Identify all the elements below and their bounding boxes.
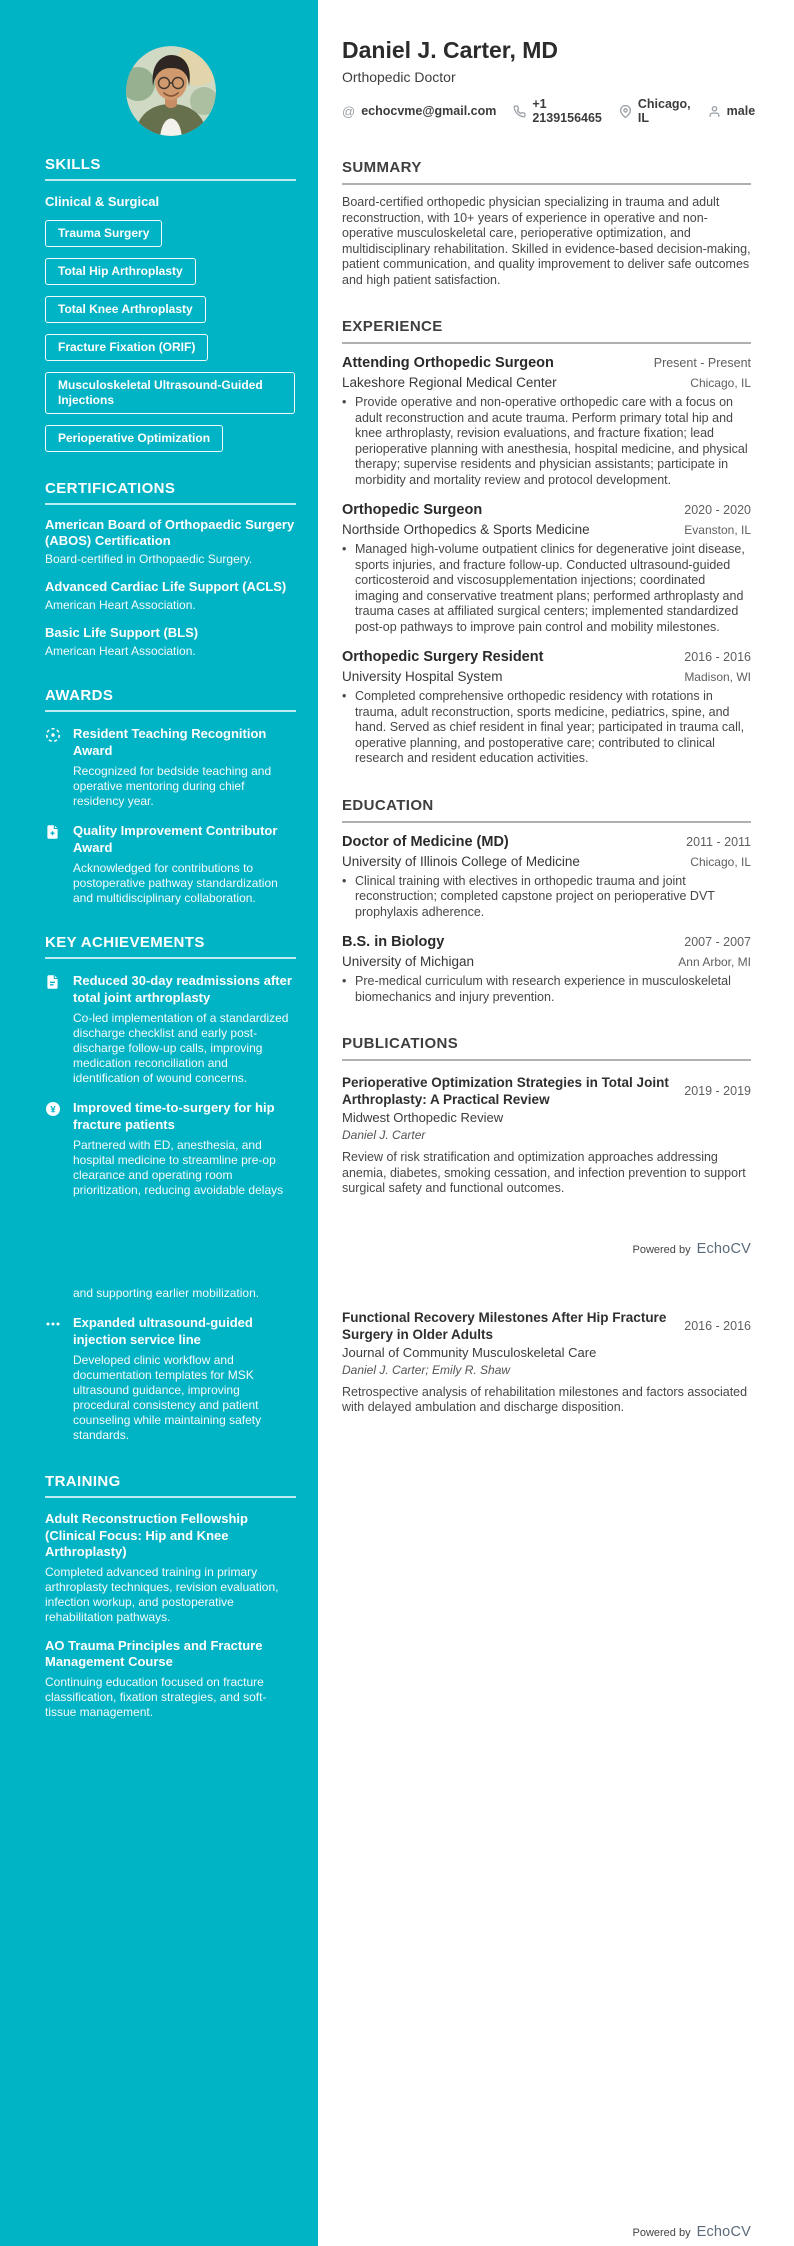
contact-email-text: echocvme@gmail.com bbox=[361, 104, 497, 118]
location-pin-icon bbox=[619, 105, 632, 118]
achievement-item bbox=[45, 973, 296, 1086]
powered-by-label: Powered by bbox=[632, 1243, 691, 1256]
school-name: University of Michigan bbox=[342, 954, 475, 969]
award-title: Resident Teaching Recognition Award bbox=[73, 726, 267, 758]
degree-dates: 2011 - 2011 bbox=[686, 834, 751, 849]
skill-tag: Fracture Fixation (ORIF) bbox=[45, 334, 208, 361]
publication-entry bbox=[342, 1309, 751, 1416]
section-divider bbox=[342, 1059, 751, 1061]
skills-heading: SKILLS bbox=[45, 156, 101, 173]
education-bullet: • Clinical training with electives in orthopedic trauma and joint reconstruction; completed capstone project on perioperative DVT prophylaxis adherence. bbox=[342, 874, 751, 921]
experience-entry bbox=[342, 354, 751, 488]
education-entry bbox=[342, 933, 751, 1005]
sidebar-section-training bbox=[45, 1473, 296, 1720]
page-footer bbox=[342, 1241, 751, 1257]
sidebar bbox=[0, 0, 318, 2246]
sidebar-section-certifications bbox=[45, 480, 296, 659]
publication-desc: Retrospective analysis of rehabilitation milestones and factors associated with delayed ambulation and discharge disposition. bbox=[342, 1384, 748, 1414]
document-icon bbox=[45, 973, 61, 1086]
phone-icon bbox=[513, 105, 526, 118]
avatar bbox=[126, 46, 216, 136]
achievement-item bbox=[45, 1100, 296, 1198]
publication-title: Functional Recovery Milestones After Hip Fracture Surgery in Older Adults bbox=[342, 1309, 667, 1342]
publication-journal: Journal of Community Musculoskeletal Care bbox=[342, 1344, 597, 1360]
training-item bbox=[45, 1511, 296, 1625]
powered-by-label: Powered by bbox=[632, 2227, 691, 2239]
certification-desc: Board-certified in Orthopaedic Surgery. bbox=[45, 552, 253, 566]
section-divider bbox=[45, 957, 296, 959]
award-item bbox=[45, 823, 296, 906]
publication-authors: Daniel J. Carter; Emily R. Shaw bbox=[342, 1362, 511, 1377]
job-title: Attending Orthopedic Surgeon bbox=[342, 355, 554, 371]
ellipsis-icon bbox=[45, 1315, 61, 1443]
section-summary bbox=[342, 159, 751, 288]
certification-title: American Board of Orthopaedic Surgery (ABOS) Certification bbox=[45, 517, 295, 548]
section-divider bbox=[342, 342, 751, 344]
skill-tag: Total Hip Arthroplasty bbox=[45, 258, 196, 285]
contact-location-text: Chicago, IL bbox=[637, 97, 691, 125]
contact-row bbox=[342, 97, 756, 125]
dashed-circle-badge-icon bbox=[45, 726, 61, 809]
certification-item bbox=[45, 517, 296, 567]
main-column bbox=[318, 0, 794, 2246]
sidebar-section-skills bbox=[45, 156, 296, 452]
job-location: Evanston, IL bbox=[684, 523, 751, 537]
summary-heading: SUMMARY bbox=[342, 159, 422, 176]
school-location: Ann Arbor, MI bbox=[678, 955, 751, 969]
svg-text:¥: ¥ bbox=[50, 1104, 56, 1116]
publication-title: Perioperative Optimization Strategies in Total Joint Arthroplasty: A Practical Review bbox=[342, 1075, 669, 1107]
section-divider bbox=[45, 1496, 296, 1498]
training-title: AO Trauma Principles and Fracture Management Course bbox=[45, 1637, 263, 1669]
job-company: University Hospital System bbox=[342, 669, 503, 684]
certifications-heading: CERTIFICATIONS bbox=[45, 480, 176, 497]
certification-title: Advanced Cardiac Life Support (ACLS) bbox=[45, 579, 287, 594]
contact-email[interactable] bbox=[342, 104, 496, 119]
publication-desc: Review of risk stratification and optimization approaches addressing anemia, diabetes, smoking cessation, and infection prevention to support surgical safety and functional outcomes. bbox=[342, 1150, 746, 1195]
achievement-title: Improved time-to-surgery for hip fracture patients bbox=[73, 1100, 275, 1132]
training-item bbox=[45, 1638, 296, 1720]
training-desc: Completed advanced training in primary arthroplasty techniques, revision evaluation, infection workup, and postoperative rehabilitation pathways. bbox=[45, 1564, 279, 1624]
sidebar-section-achievements bbox=[45, 934, 296, 1443]
sidebar-section-awards bbox=[45, 687, 296, 906]
section-publications bbox=[342, 1035, 751, 1416]
achievement-desc: Co-led implementation of a standardized discharge checklist and early post-discharge follow-up calls, improving medication reconciliation and identification of wound concerns. bbox=[73, 1011, 289, 1085]
publications-heading: PUBLICATIONS bbox=[342, 1035, 459, 1052]
degree-title: B.S. in Biology bbox=[342, 934, 445, 950]
certification-desc: American Heart Association. bbox=[45, 598, 196, 612]
candidate-role: Orthopedic Doctor bbox=[342, 69, 456, 85]
school-location: Chicago, IL bbox=[690, 854, 751, 869]
section-divider bbox=[342, 183, 751, 185]
job-bullet: • Provide operative and non-operative orthopedic care with a focus on adult reconstruction and acute trauma. Perform primary total hip and knee arthroplasty, revision evaluations, and fracture fixation; lead perioperative planning with anesthesia, hospital medicine, and physical therapy; supervise residents and physician assistants; participate in morbidity and mortality review and protocol development. bbox=[342, 395, 751, 488]
job-company: Northside Orthopedics & Sports Medicine bbox=[342, 522, 590, 537]
job-location: Madison, WI bbox=[684, 670, 751, 684]
degree-dates: 2007 - 2007 bbox=[684, 935, 751, 949]
achievement-item bbox=[45, 1315, 296, 1443]
job-location: Chicago, IL bbox=[690, 376, 751, 390]
school-name: University of Illinois College of Medicine bbox=[342, 853, 580, 869]
contact-gender bbox=[708, 104, 756, 118]
contact-phone bbox=[513, 97, 602, 125]
skill-tag: Perioperative Optimization bbox=[45, 425, 223, 452]
publication-entry bbox=[342, 1074, 751, 1197]
award-title: Quality Improvement Contributor Award bbox=[73, 823, 278, 855]
skill-tag: Musculoskeletal Ultrasound-Guided Injections bbox=[45, 372, 295, 414]
file-plus-icon bbox=[45, 823, 61, 906]
summary-text: Board-certified orthopedic physician specializing in trauma and adult reconstruction, with 10+ years of experience in operative and non-operative musculoskeletal care, perioperative optimization, and multidisciplinary rehabilitation. Skilled in evidence-based decision-making, patient communication, and quality improvement to deliver safe outcomes and high patient satisfaction. bbox=[342, 195, 751, 287]
at-sign-icon: @ bbox=[342, 103, 356, 119]
section-experience bbox=[342, 318, 751, 767]
job-company: Lakeshore Regional Medical Center bbox=[342, 375, 557, 390]
contact-location bbox=[619, 97, 691, 125]
job-dates: 2020 - 2020 bbox=[684, 503, 751, 517]
job-dates: 2016 - 2016 bbox=[684, 650, 751, 664]
awards-heading: AWARDS bbox=[45, 687, 114, 704]
coin-yen-icon bbox=[45, 1100, 61, 1198]
job-title: Orthopedic Surgeon bbox=[342, 502, 483, 518]
education-entry bbox=[342, 833, 751, 921]
job-bullet: • Completed comprehensive orthopedic residency with rotations in trauma, adult reconstruction, sports medicine, pediatrics, spine, and hand. Served as chief resident in final year; participated in trauma call, operative planning, and postoperative care; contributed to clinical research and resident education activities. bbox=[342, 689, 751, 767]
page-footer bbox=[633, 2224, 752, 2240]
education-bullet: • Pre-medical curriculum with research experience in musculoskeletal biomechanics and injury prevention. bbox=[342, 974, 751, 1005]
education-heading: EDUCATION bbox=[342, 796, 434, 814]
echocv-brand-link[interactable]: EchoCV bbox=[696, 1240, 751, 1257]
achievement-desc: Partnered with ED, anesthesia, and hospital medicine to streamline pre-op clearance and operating room prioritization, reducing avoidable delays bbox=[73, 1138, 284, 1197]
echocv-brand-link[interactable]: EchoCV bbox=[696, 2224, 751, 2240]
contact-phone-text: +1 2139156465 bbox=[532, 97, 602, 125]
award-desc: Recognized for bedside teaching and operative mentoring during chief residency year. bbox=[73, 764, 272, 808]
achievement-desc: Developed clinic workflow and documentation templates for MSK ultrasound guidance, improving procedural consistency and patient counseling while maintaining safety standards. bbox=[73, 1353, 262, 1442]
achievement-title: Reduced 30-day readmissions after total joint arthroplasty bbox=[73, 973, 292, 1005]
candidate-name: Daniel J. Carter, MD bbox=[342, 37, 559, 63]
award-item bbox=[45, 726, 296, 809]
publication-dates: 2019 - 2019 bbox=[684, 1084, 751, 1098]
training-desc: Continuing education focused on fracture classification, fixation strategies, and soft-tissue management. bbox=[45, 1674, 267, 1719]
achievement-title: Expanded ultrasound-guided injection service line bbox=[73, 1315, 253, 1347]
contact-gender-text: male bbox=[726, 104, 756, 118]
job-title: Orthopedic Surgery Resident bbox=[342, 649, 544, 665]
training-heading: TRAINING bbox=[45, 1473, 121, 1490]
section-divider bbox=[45, 503, 296, 505]
achievement-desc-continued: and supporting earlier mobilization. bbox=[73, 1286, 260, 1300]
experience-entry bbox=[342, 648, 751, 767]
achievements-heading: KEY ACHIEVEMENTS bbox=[45, 934, 205, 951]
skills-group-label: Clinical & Surgical bbox=[45, 194, 160, 209]
award-desc: Acknowledged for contributions to postoperative pathway standardization and multidisciplinary collaboration. bbox=[73, 861, 278, 905]
certification-item bbox=[45, 579, 296, 613]
degree-title: Doctor of Medicine (MD) bbox=[342, 833, 509, 850]
skill-tag: Total Knee Arthroplasty bbox=[45, 296, 206, 323]
section-education bbox=[342, 797, 751, 1006]
training-title: Adult Reconstruction Fellowship (Clinical Focus: Hip and Knee Arthroplasty) bbox=[45, 1511, 248, 1559]
experience-heading: EXPERIENCE bbox=[342, 318, 443, 335]
publication-dates: 2016 - 2016 bbox=[684, 1318, 751, 1333]
certification-title: Basic Life Support (BLS) bbox=[45, 625, 199, 640]
certification-desc: American Heart Association. bbox=[45, 644, 196, 658]
skill-tag: Trauma Surgery bbox=[45, 220, 162, 247]
job-dates: Present - Present bbox=[653, 356, 751, 370]
experience-entry bbox=[342, 501, 751, 635]
section-divider bbox=[45, 179, 296, 181]
section-divider bbox=[342, 821, 751, 823]
section-divider bbox=[45, 710, 296, 712]
profile-photo-illustration bbox=[126, 46, 216, 136]
certification-item bbox=[45, 625, 296, 659]
publication-journal: Midwest Orthopedic Review bbox=[342, 1110, 504, 1125]
job-bullet: • Managed high-volume outpatient clinics for degenerative joint disease, sports injuries, and fracture follow-up. Conducted ultrasound-guided corticosteroid and viscosupplementation injections; coordinated imaging and conservative treatment plans; performed arthroplasty and trauma cases at affiliated surgical centers; implemented standardized post-op pathways to improve pain control and mobility milestones. bbox=[342, 542, 751, 635]
person-icon bbox=[708, 105, 721, 118]
page-break-gap bbox=[45, 1198, 296, 1286]
publication-authors: Daniel J. Carter bbox=[342, 1128, 426, 1142]
